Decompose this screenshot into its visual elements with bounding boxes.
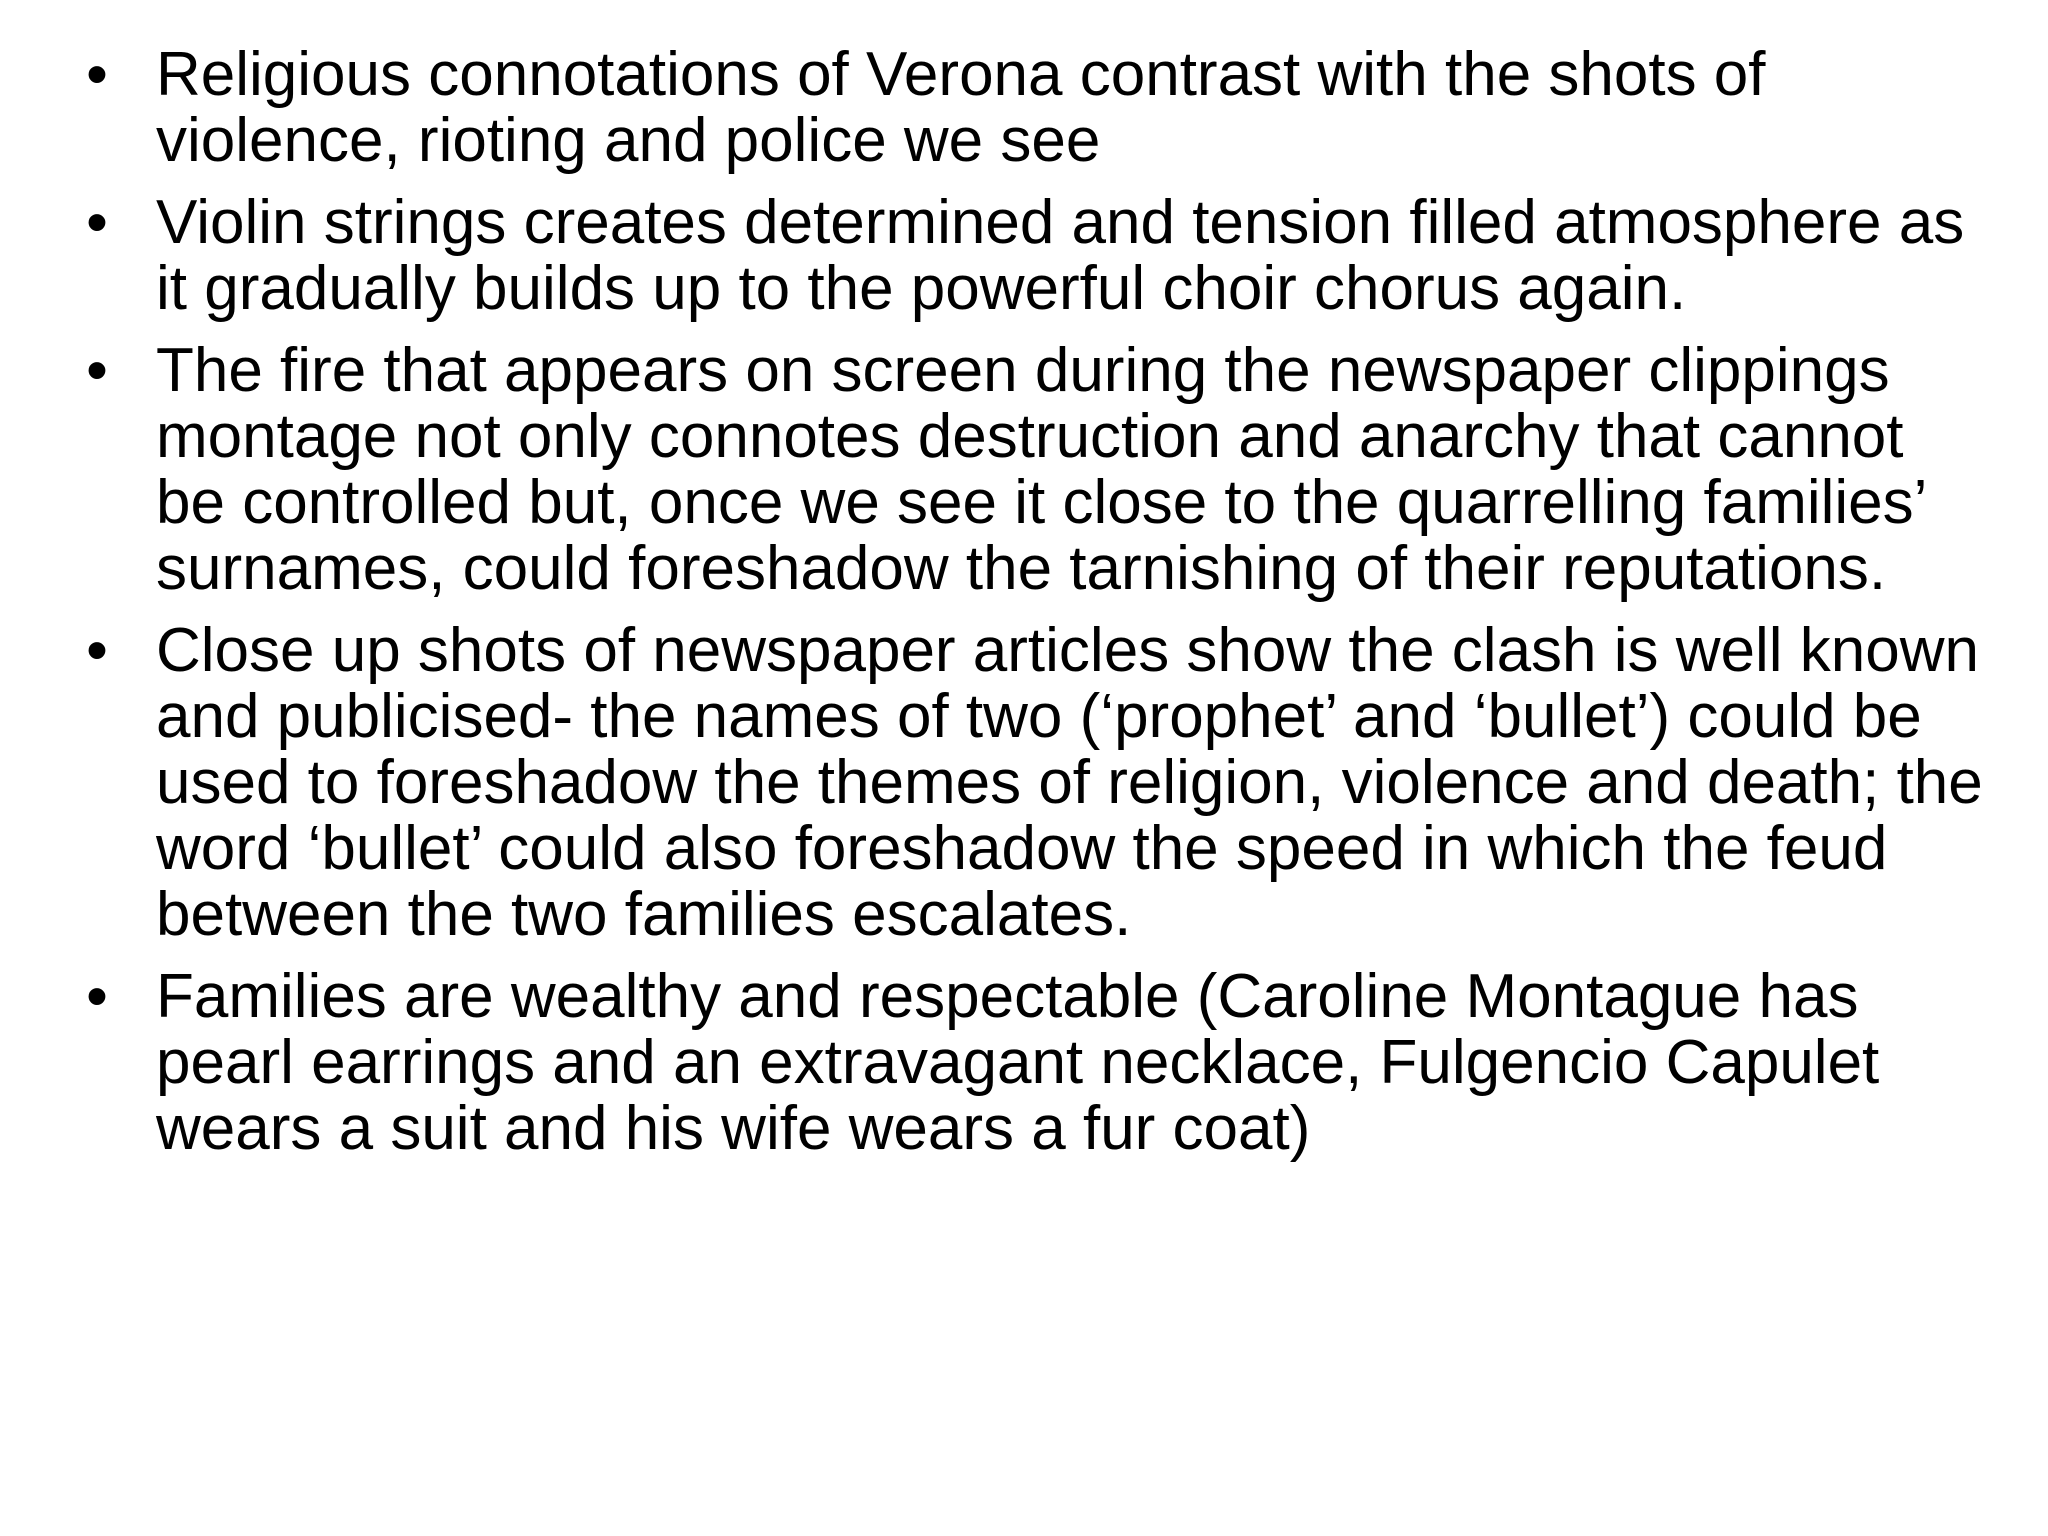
bullet-marker: • — [86, 962, 108, 1031]
bullet-item-3 — [72, 338, 1988, 602]
bullet-marker: • — [86, 616, 108, 685]
bullet-item-1 — [72, 42, 1988, 174]
bullet-text: Religious connotations of Verona contrast with the shots of violence, rioting and police we see — [156, 40, 1766, 175]
bullet-item-4 — [72, 618, 1988, 948]
bullet-marker: • — [86, 336, 108, 405]
bullet-list — [72, 42, 1988, 1162]
bullet-marker: • — [86, 40, 108, 109]
bullet-text: Families are wealthy and respectable (Caroline Montague has pearl earrings and an extravagant necklace, Fulgencio Capulet wears a suit and his wife wears a fur coat) — [156, 962, 1880, 1163]
bullet-item-2 — [72, 190, 1988, 322]
bullet-marker: • — [86, 188, 108, 257]
bullet-text: The fire that appears on screen during the newspaper clippings montage not only connotes destruction and anarchy that cannot be controlled but, once we see it close to the quarrelling families’ surnames, could foreshadow the tarnishing of their reputations. — [156, 336, 1926, 603]
bullet-text: Close up shots of newspaper articles show the clash is well known and publicised- the names of two (‘prophet’ and ‘bullet’) could be used to foreshadow the themes of religion, violence and death; the word ‘bullet’ could also foreshadow the speed in which the feud between the two families escalates. — [156, 616, 1983, 949]
bullet-item-5 — [72, 964, 1988, 1162]
bullet-text: Violin strings creates determined and tension filled atmosphere as it gradually builds up to the powerful choir chorus again. — [156, 188, 1965, 323]
